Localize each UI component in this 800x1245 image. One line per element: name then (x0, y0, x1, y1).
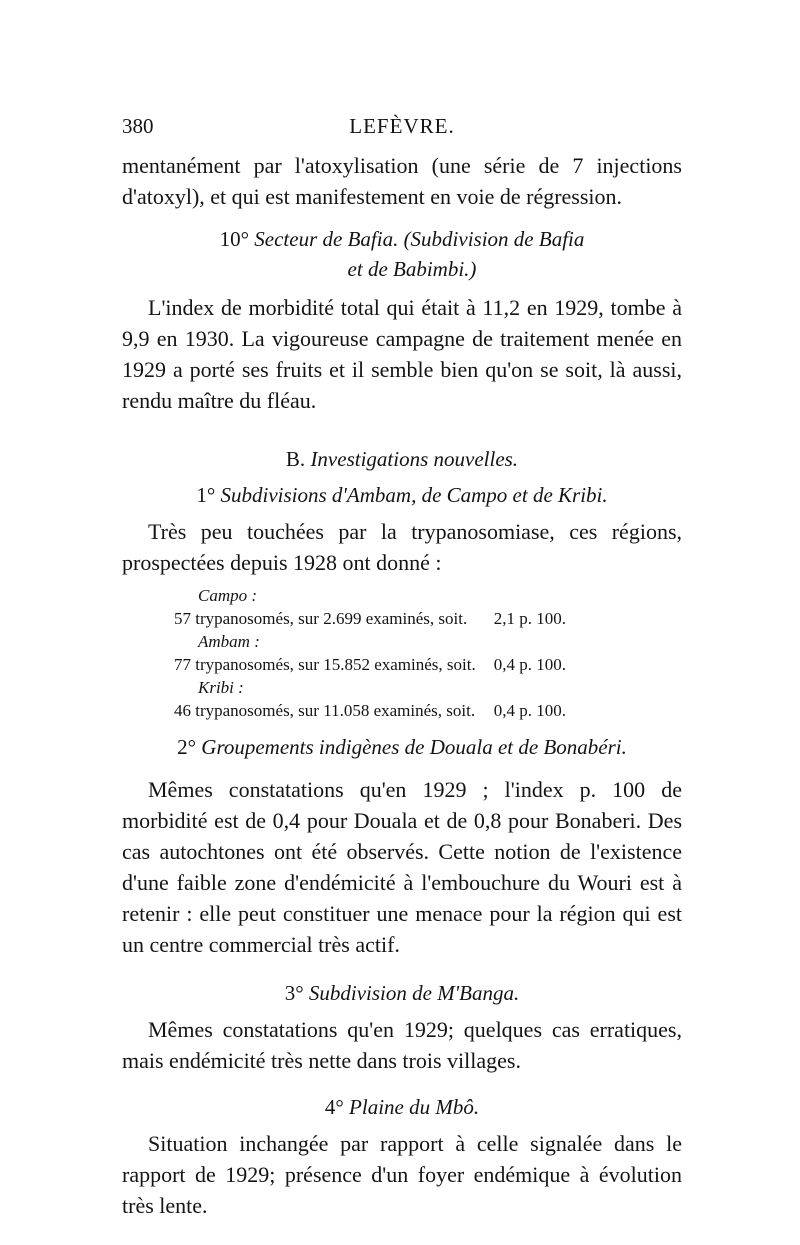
section-number: 3° (284, 981, 304, 1005)
row-ratio: 2,1 p. 100. (493, 609, 566, 628)
section-title: Subdivision de M'Banga. (308, 981, 520, 1005)
row-count: 46 trypanosomés, sur 11.058 examinés, soit. (174, 701, 476, 720)
row-count: 57 trypanosomés, sur 2.699 examinés, soit. (174, 609, 468, 628)
place-label: Kribi : (198, 678, 244, 697)
table-row (174, 584, 566, 607)
section-title-line2: et de Babimbi.) (347, 257, 477, 281)
section-title: Groupements indigènes de Douala et de Bonabéri. (201, 735, 627, 759)
heading-title: Investigations nouvelles. (310, 447, 519, 471)
section-number: 4° (324, 1095, 344, 1119)
section-heading-douala (122, 732, 682, 762)
paragraph-mbanga: Mêmes constatations qu'en 1929; quelques cas erratiques, mais endémicité très nette dans trois villages. (122, 1017, 682, 1073)
section-title: Plaine du Mbô. (349, 1095, 480, 1119)
paragraph-bafia: L'index de morbidité total qui était à 11,2 en 1929, tombe à 9,9 en 1930. La vigoureuse campagne de traitement menée en 1929 a porté ses fruits et il semble bien qu'on se soit, là aussi, rendu maître du fléau. (122, 295, 682, 413)
section-title: Subdivisions d'Ambam, de Campo et de Kribi. (220, 483, 608, 507)
heading-letter: B. (285, 447, 306, 471)
section-heading-mbo (122, 1092, 682, 1122)
heading-investigations (122, 444, 682, 474)
row-ratio: 0,4 p. 100. (493, 655, 566, 674)
section-title-line1: Secteur de Bafia. (Subdivision de Bafia (254, 227, 585, 251)
paragraph-continuation: mentanément par l'atoxylisation (une série de 7 injections d'atoxyl), et qui est manifestement en voie de régression. (122, 153, 682, 209)
table-row (174, 607, 566, 630)
place-label: Campo : (198, 586, 258, 605)
section-number: 10° (219, 227, 250, 251)
page-body (122, 150, 682, 1221)
page-number: 380 (122, 114, 154, 138)
table-row (174, 630, 566, 653)
section-number: 1° (196, 483, 216, 507)
table-row (174, 653, 566, 676)
paragraph-douala: Mêmes constatations qu'en 1929 ; l'index p. 100 de morbidité est de 0,4 pour Douala et de 0,8 pour Bonaberi. Des cas autochtones ont été observés. Cette notion de l'existence d'une faible zone d'endémicité à l'embouchure du Wouri est à retenir : elle peut constituer une menace pour la région qui est un centre commercial très actif. (122, 777, 682, 957)
table-row (174, 676, 566, 699)
row-count: 77 trypanosomés, sur 15.852 examinés, soit. (174, 655, 476, 674)
section-heading-subdivisions (122, 480, 682, 510)
paragraph-mbo: Situation inchangée par rapport à celle signalée dans le rapport de 1929; présence d'un foyer endémique à évolution très lente. (122, 1131, 682, 1218)
paragraph-subdivisions: Très peu touchées par la trypanosomiase, ces régions, prospectées depuis 1928 ont donné : (122, 519, 682, 575)
running-title: LEFÈVRE. (349, 114, 455, 138)
section-heading-mbanga (122, 978, 682, 1008)
section-heading-bafia (122, 224, 682, 284)
place-label: Ambam : (198, 632, 260, 651)
statistics-table (174, 584, 566, 722)
section-number: 2° (177, 735, 197, 759)
row-ratio: 0,4 p. 100. (493, 701, 566, 720)
table-row (174, 699, 566, 722)
page-header (122, 114, 682, 142)
